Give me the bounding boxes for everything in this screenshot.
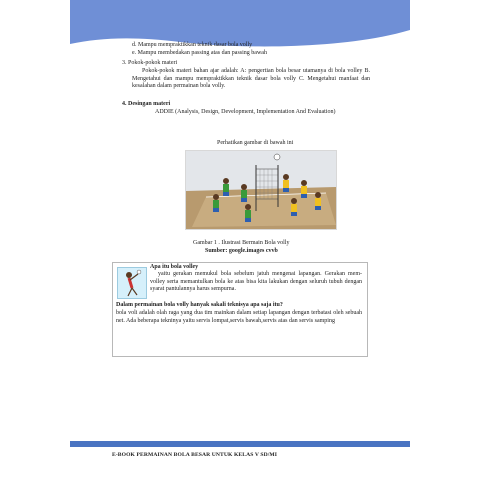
box-answer: bola voli adalah olah raga yang dua tim mainkan dalam setiap lapangan dengan terbatasi oleh sebuah net. Ada beberapa tekninya yaitu servis lompat,servis bawah,servis atas dan servis samping [116,310,362,324]
section-3-title: 3. Pokok-pokok materi [122,60,178,66]
volleyball-player-thumbnail [117,267,147,299]
box-heading: Apa itu bola volley [150,264,199,270]
list-item-e: e. Mampu membedakan passing atas dan passing bawah [132,50,267,56]
section-4-body: ADDIE (Analysis, Design, Development, Implementation And Evaluation) [155,109,336,115]
box-question: Dalam permainan bola volly hanyak sakali teknisya apa saja itu? [116,302,283,308]
footer-band [70,441,410,447]
figure-source: Sumber: google.images cvvb [205,248,278,254]
volleyball-illustration [185,150,337,230]
footer-title: E-BOOK PERMAINAN BOLA BESAR UNTUK KELAS V SD/MI [112,452,278,458]
section-4-title: 4. Desingan materi [122,101,171,107]
figure-instruction: Perhatikan gambar di bawah ini [217,140,294,146]
figure-caption: Gambar 1 . Ilustrasi Bermain Bola volly [193,240,290,246]
section-3-body: Pokok-pokok materi bahan ajar adalah: A: pengertian bola besar utamanya di bola volley B. Mengetahui dan mampu mempraktikkan teknik dasar bola volly C. Mengetahui manfaat dan kesalahan dalam permainan bola volly. [132,68,370,89]
box-body: yaitu gerakan memukul bola sebelum jatuh mengenai lapangan. Gerakan mem-volley serta memantulkan bola ke atas bisa kita lakukan dengan seluruh tubuh dengan syarat pantulannya harus sempurna. [150,271,362,292]
list-item-d: d. Mampu mempraktikkan teknik dasar bola volly [132,42,253,48]
